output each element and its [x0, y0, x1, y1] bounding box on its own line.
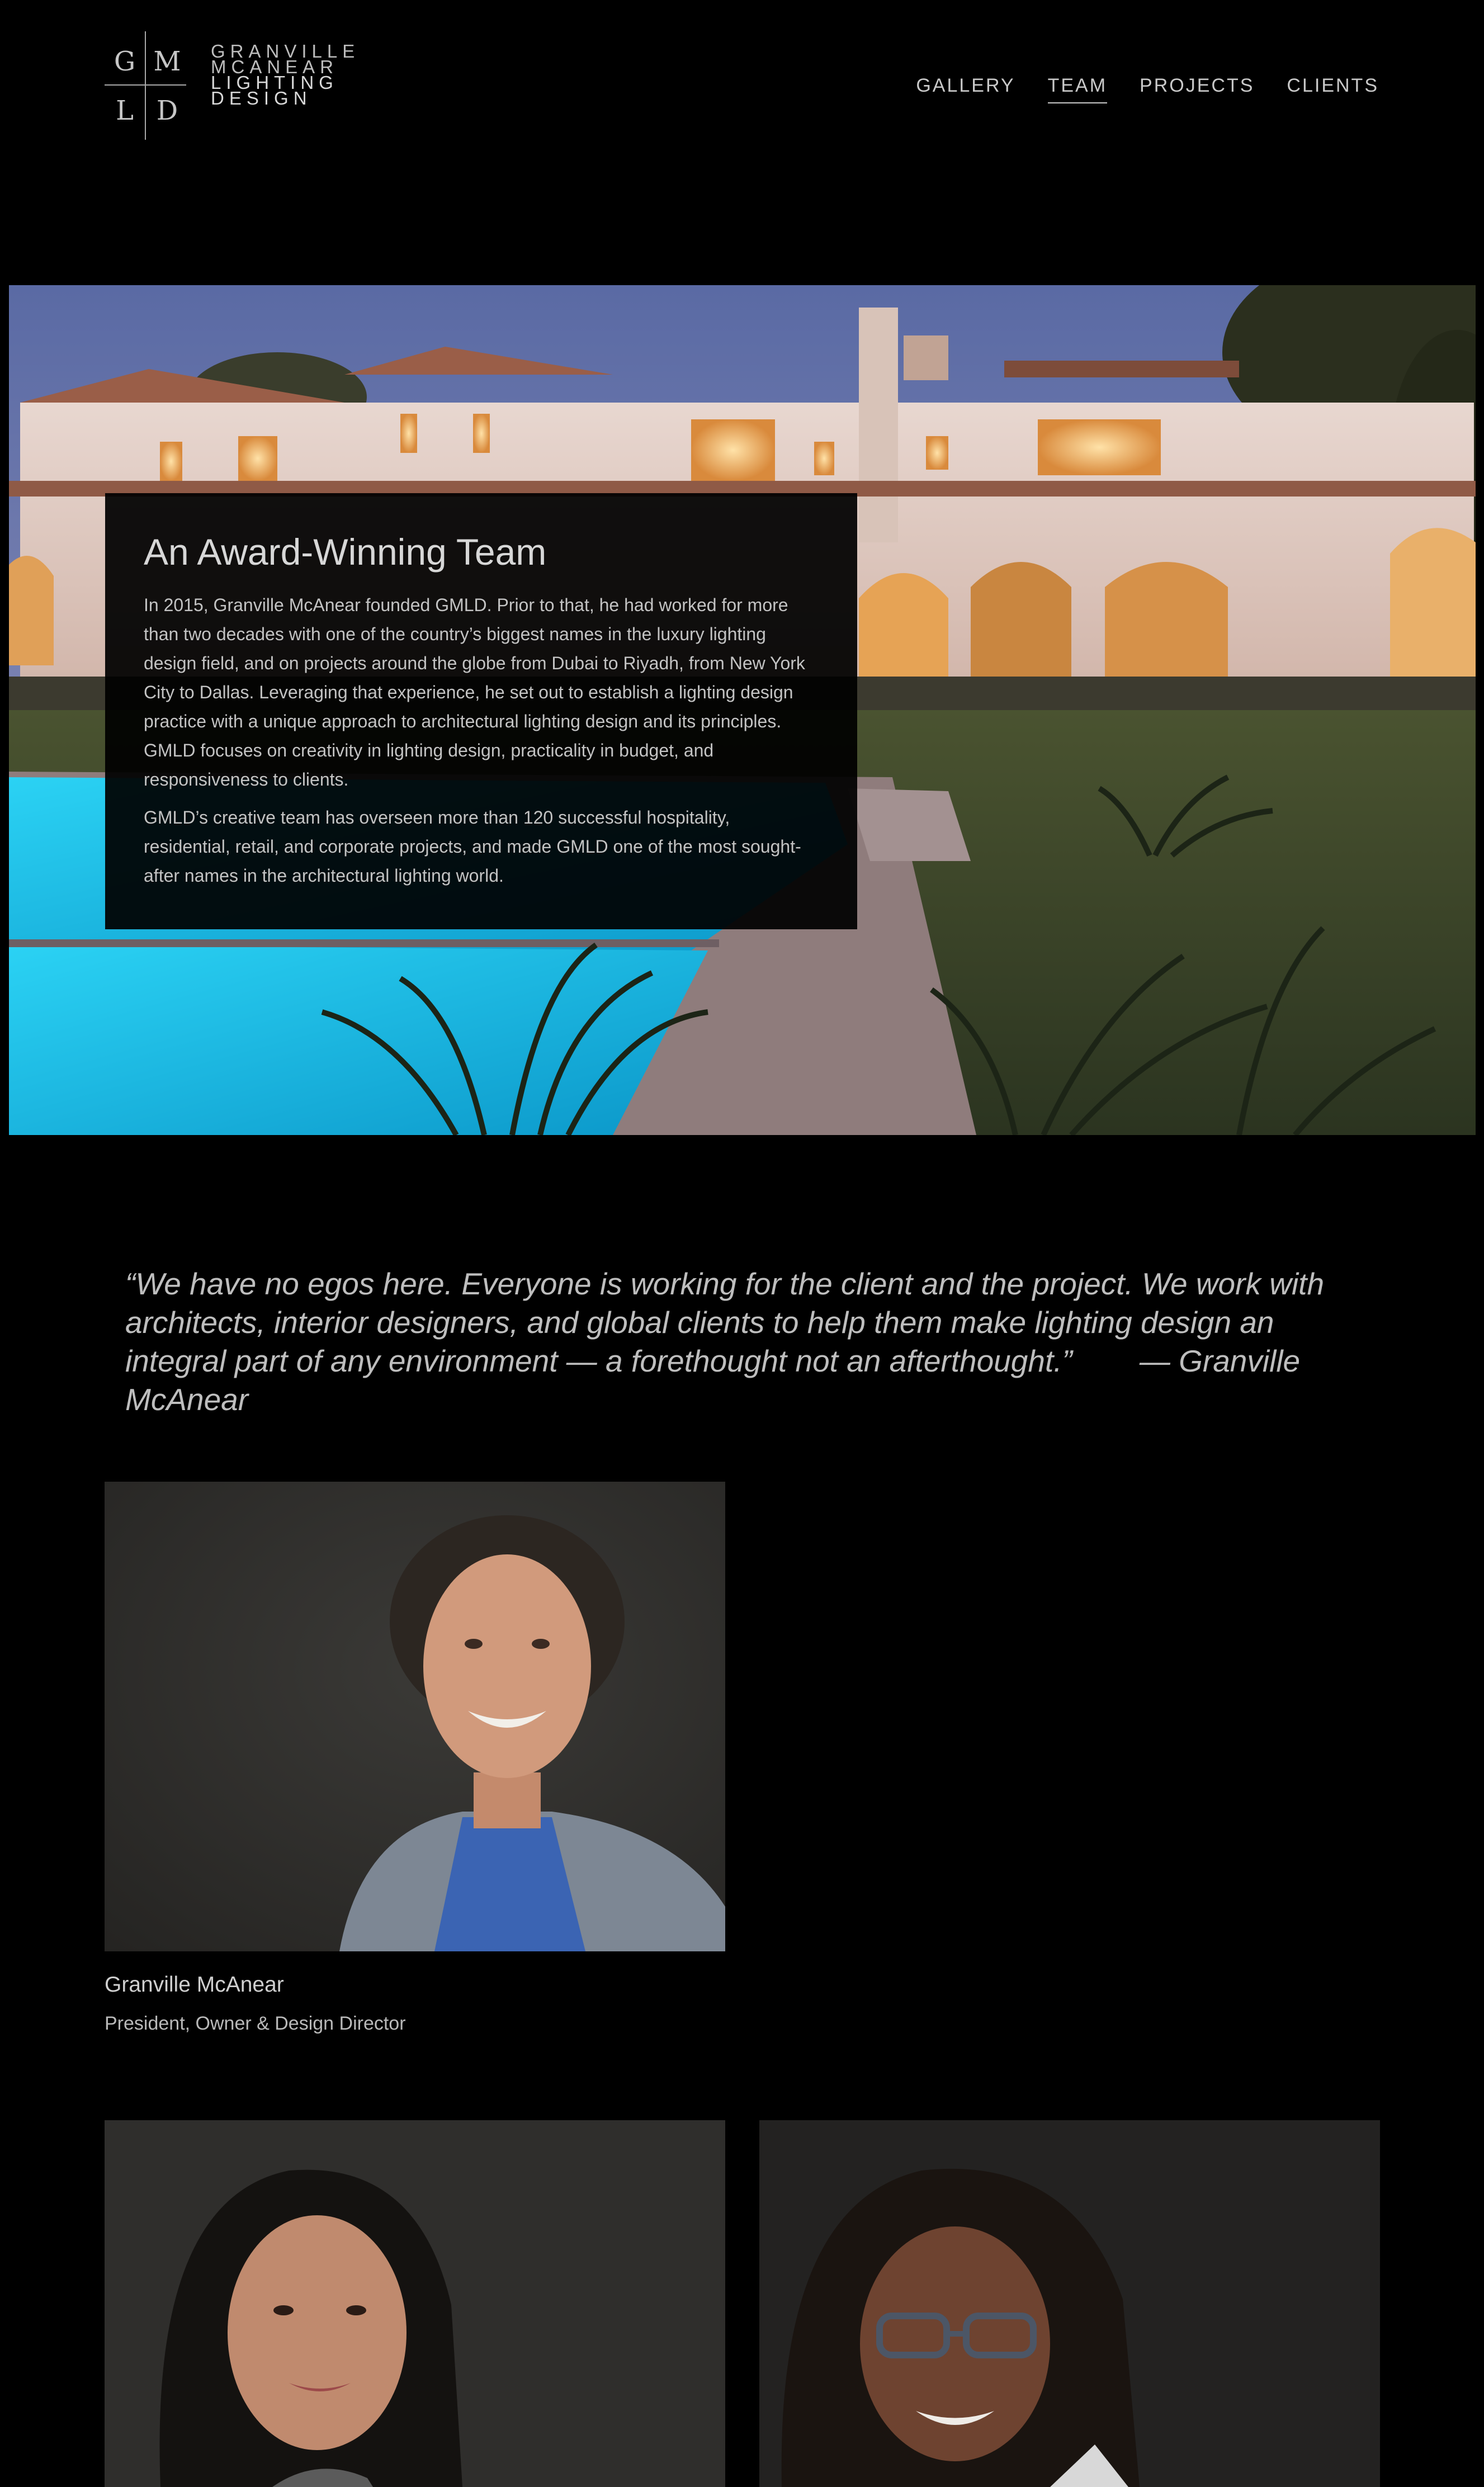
logo-monogram — [105, 31, 186, 140]
nav-gallery[interactable]: GALLERY — [916, 75, 1015, 96]
hero-paragraph: In 2015, Granville McAnear founded GMLD. Prior to that, he had worked for more than two decades with one of the country’s biggest names in the luxury lighting design field, and on projects around the globe from Dubai to Riyadh, from New York City to Dallas. Leveraging that experience, he set out to establish a lighting design practice with a unique approach to architectural lighting design and its principles. GMLD focuses on creativity in lighting design, practicality in budget, and responsiveness to clients. — [144, 595, 805, 789]
team-photo[interactable] — [105, 2120, 725, 2487]
wordmark-line: DESIGN — [211, 88, 312, 108]
hero-image — [9, 285, 1476, 1135]
hero-title: An Award-Winning Team — [144, 531, 547, 573]
monogram-divider-vertical — [145, 31, 146, 140]
monogram-letter: D — [156, 95, 178, 126]
portrait-illustration — [105, 2120, 725, 2487]
wordmark-line: LIGHTING — [211, 72, 338, 93]
portrait-illustration — [105, 1482, 725, 1951]
monogram-divider-horizontal — [105, 84, 186, 86]
hero-text-card — [105, 493, 857, 929]
team-photo[interactable] — [105, 1482, 725, 1951]
logo[interactable] — [105, 31, 360, 140]
quote-attribution: — Granville McAnear — [125, 1344, 1301, 1417]
quote-text: “We have no egos here. Everyone is working for the client and the project. We work with architects, interior designers, and global clients to help them make lighting design an integral part of any environment — a forethought not an afterthought.” — [125, 1266, 1325, 1378]
nav-clients[interactable]: CLIENTS — [1287, 75, 1379, 96]
nav-projects[interactable]: PROJECTS — [1140, 75, 1255, 96]
portrait-illustration — [759, 2120, 1380, 2487]
logo-wordmark — [211, 41, 360, 108]
team-member-name: Granville McAnear — [105, 1973, 284, 1997]
hero-paragraph: GMLD’s creative team has overseen more than 120 successful hospitality, residential, retail, and corporate projects, and made GMLD one of the most sought-after names in the architectural lighting world. — [144, 807, 801, 886]
wordmark-line: GRANVILLE — [211, 41, 360, 62]
founder-quote — [125, 1265, 1378, 1419]
monogram-letter: M — [153, 46, 181, 77]
team-member-title: President, Owner & Design Director — [105, 2013, 406, 2034]
team-photo[interactable] — [759, 2120, 1380, 2487]
nav-team[interactable]: TEAM — [1048, 75, 1107, 103]
main-nav — [916, 75, 1379, 103]
wordmark-line: MCANEAR — [211, 56, 339, 77]
monogram-letter: G — [114, 46, 136, 77]
monogram-letter: L — [116, 95, 134, 126]
